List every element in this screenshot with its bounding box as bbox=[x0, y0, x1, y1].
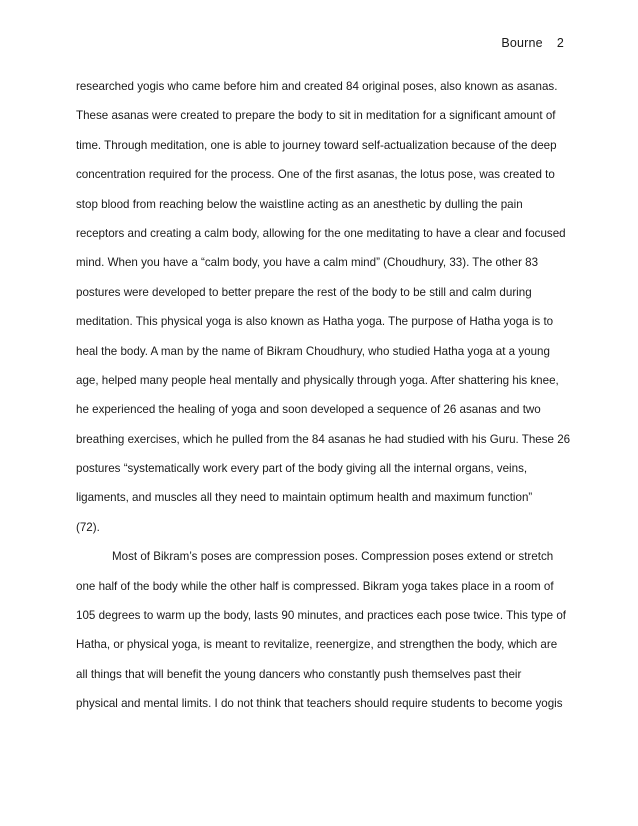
text-line: ligaments, and muscles all they need to maintain optimum health and maximum function” bbox=[76, 491, 533, 505]
page-number: 2 bbox=[556, 36, 564, 50]
text-line: receptors and creating a calm body, allowing for the one meditating to have a clear and focused bbox=[76, 226, 566, 240]
text-line: These asanas were created to prepare the body to sit in meditation for a significant amount of bbox=[76, 109, 556, 123]
text-line: breathing exercises, which he pulled from the 84 asanas he had studied with his Guru. These 26 bbox=[76, 432, 571, 446]
running-header bbox=[501, 36, 564, 50]
text-line: he experienced the healing of yoga and soon developed a sequence of 26 asanas and two bbox=[76, 403, 541, 417]
body-text bbox=[76, 72, 570, 719]
text-line: one half of the body while the other half is compressed. Bikram yoga takes place in a room of bbox=[76, 579, 554, 593]
text-line: Hatha, or physical yoga, is meant to revitalize, reenergize, and strengthen the body, which are bbox=[76, 638, 558, 652]
header-author: Bourne bbox=[501, 36, 543, 50]
text-line: stop blood from reaching below the waistline acting as an anesthetic by dulling the pain bbox=[76, 197, 523, 211]
text-line: age, helped many people heal mentally and physically through yoga. After shattering his knee, bbox=[76, 373, 559, 387]
text-line: mind. When you have a “calm body, you have a calm mind” (Choudhury, 33). The other 83 bbox=[76, 256, 539, 270]
text-line: 105 degrees to warm up the body, lasts 90 minutes, and practices each pose twice. This type of bbox=[76, 609, 566, 623]
text-line: postures “systematically work every part of the body giving all the internal organs, veins, bbox=[76, 462, 528, 476]
paragraph-start-line: Most of Bikram’s poses are compression poses. Compression poses extend or stretch bbox=[112, 550, 554, 564]
text-line: (72). bbox=[76, 520, 100, 534]
text-line: all things that will benefit the young dancers who constantly push themselves past their bbox=[76, 667, 522, 681]
text-line: researched yogis who came before him and created 84 original poses, also known as asanas. bbox=[76, 80, 558, 93]
text-line: physical and mental limits. I do not think that teachers should require students to become yogis bbox=[76, 697, 563, 711]
text-line: meditation. This physical yoga is also known as Hatha yoga. The purpose of Hatha yoga is to bbox=[76, 315, 554, 329]
text-line: postures were developed to better prepare the rest of the body to be still and calm during bbox=[76, 285, 532, 299]
text-line: time. Through meditation, one is able to journey toward self-actualization because of the deep bbox=[76, 138, 557, 152]
text-line: heal the body. A man by the name of Bikram Choudhury, who studied Hatha yoga at a young bbox=[76, 344, 550, 358]
text-line: concentration required for the process. One of the first asanas, the lotus pose, was created to bbox=[76, 168, 555, 182]
